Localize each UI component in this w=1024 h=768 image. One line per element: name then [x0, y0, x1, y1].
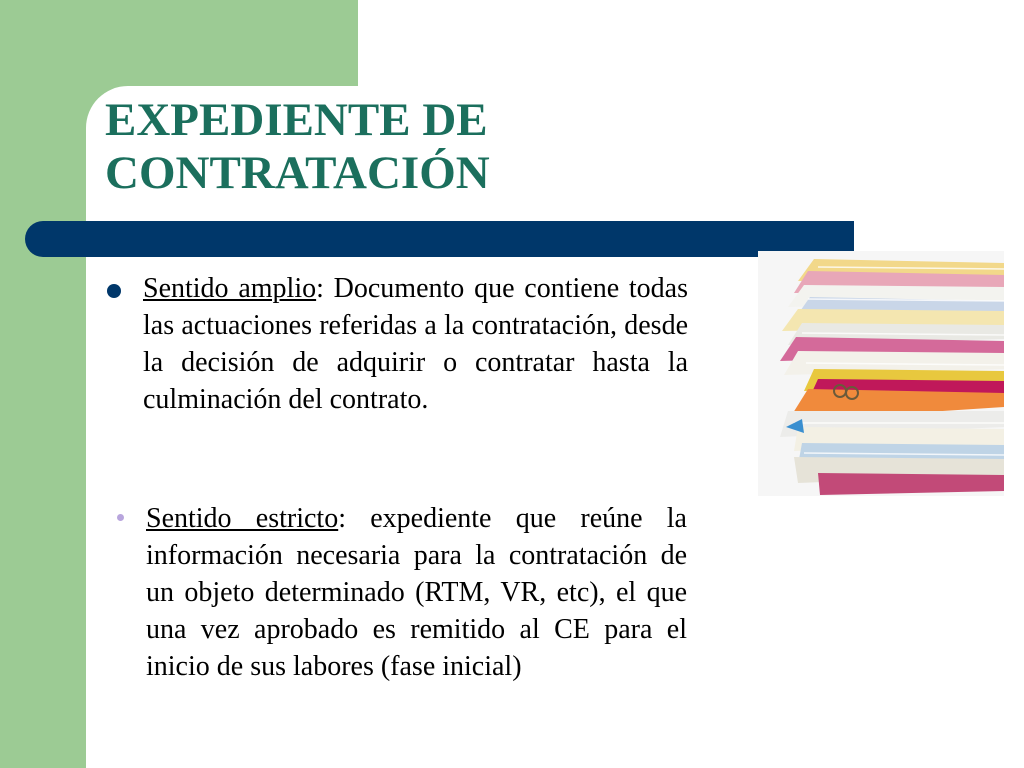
title-line-1: EXPEDIENTE DE [105, 94, 488, 146]
bullet-text: : Documento que contiene todas las actuaciones referidas a la contratación, desde la decisión de adquirir o contratar hasta la culminación del contrato. [143, 273, 688, 415]
bullet-term: Sentido estricto [146, 503, 339, 534]
title-line-2: CONTRATACIÓN [105, 147, 490, 199]
bullet-sentido-amplio [143, 270, 688, 418]
bullet-dot-icon [107, 284, 121, 298]
bullet-text: : expediente que reúne la información necesaria para la contratación de un objeto determinado (RTM, VR, etc), el que una vez aprobado es remitido al CE para el inicio de sus labores (fase inicial) [146, 503, 687, 682]
stack-of-files-icon [758, 251, 1004, 496]
bullet-term: Sentido amplio [143, 273, 317, 304]
bullet-dot-icon [117, 514, 124, 521]
stack-of-files-image [758, 251, 1004, 496]
bullet-sentido-estricto [146, 500, 687, 685]
title-divider-bar [25, 221, 854, 257]
slide-title [105, 94, 490, 200]
